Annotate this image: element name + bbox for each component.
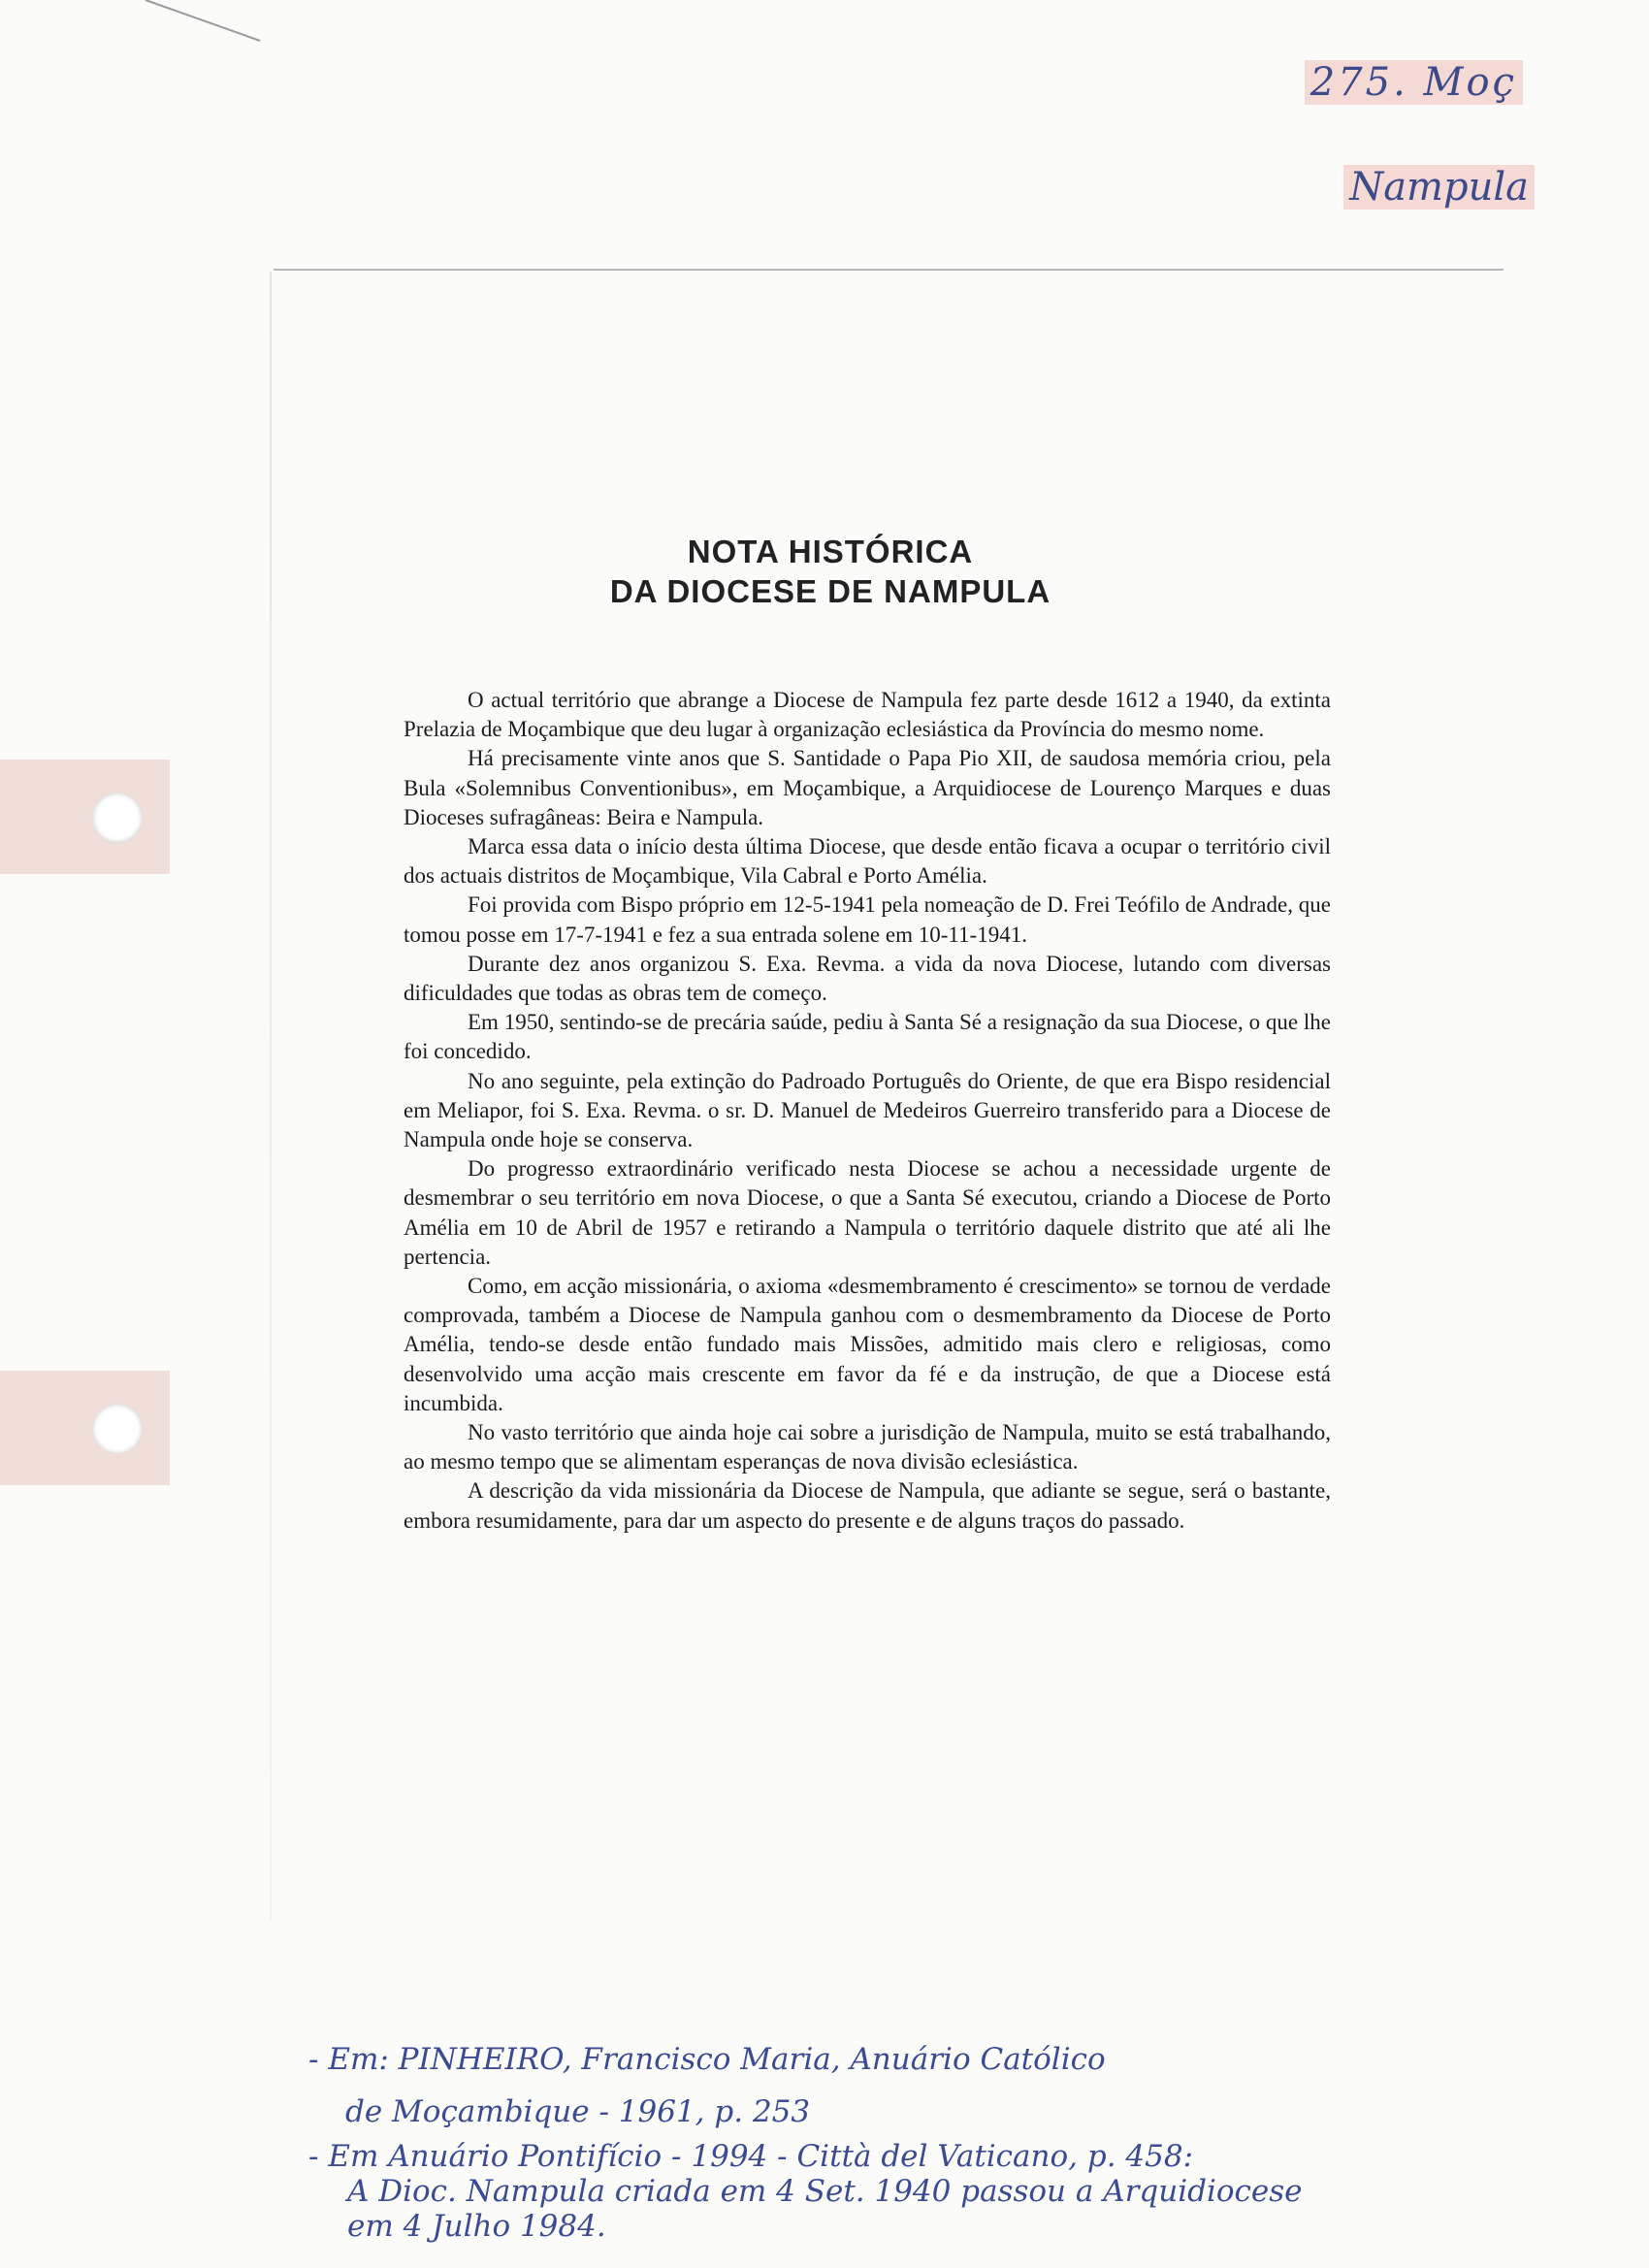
article-body (404, 686, 1331, 1536)
paragraph: Em 1950, sentindo-se de precária saúde, pediu à Santa Sé a resignação da sua Diocese, o que lhe foi concedido. (404, 1010, 1331, 1064)
paragraph: Há precisamente vinte anos que S. Santidade o Papa Pio XII, de saudosa memória criou, pela Bula «Solemnibus Conventionibus», em Moçambique, a Arquidiocese de Lourenço Marques e duas Dioceses sufragâneas: Beira e Nampula. (404, 746, 1331, 829)
handwritten-note-line: - Em: PINHEIRO, Francisco Maria, Anuário Católico (308, 2042, 1106, 2077)
paragraph: Marca essa data o início desta última Diocese, que desde então ficava a ocupar o território civil dos actuais distritos de Moçambique, Vila Cabral e Porto Amélia. (404, 834, 1331, 889)
punch-hole-lower (0, 1371, 170, 1485)
paragraph: Como, em acção missionária, o axioma «desmembramento é crescimento» se tornou de verdade comprovada, também a Diocese de Nampula ganhou com o desmembramento da Diocese de Porto Amélia, tendo-se desde então fundado mais Missões, admitido mais clero e religiosas, como desenvolvido uma acção mais crescente em favor da fé e da instrução, de que a Diocese está incumbida. (404, 1274, 1331, 1415)
handwritten-note-line: A Dioc. Nampula criada em 4 Set. 1940 passou a Arquidiocese (347, 2174, 1303, 2209)
handwritten-note-line: - Em Anuário Pontifício - 1994 - Città del Vaticano, p. 458: (308, 2139, 1194, 2174)
pasted-clipping-left-edge (270, 272, 272, 1921)
paragraph: Do progresso extraordinário verificado nesta Diocese se achou a necessidade urgente de desmembrar o seu território em nova Diocese, o que a Santa Sé executou, criando a Diocese de Porto Amélia em 10 de Abril de 1957 e retirando a Nampula o território daquele distrito que até ali lhe pertencia. (404, 1156, 1331, 1269)
title-line-2: DA DIOCESE DE NAMPULA (609, 573, 1051, 609)
paragraph: No vasto território que ainda hoje cai sobre a jurisdição de Nampula, muito se está trabalhando, ao mesmo tempo que se alimentam esperanças de nova divisão eclesiástica. (404, 1420, 1331, 1474)
hole-circle (92, 1404, 143, 1454)
paragraph: Foi provida com Bispo próprio em 12-5-1941 pela nomeação de D. Frei Teófilo de Andrade, que tomou posse em 17-7-1941 e fez a sua entrada solene em 10-11-1941. (404, 892, 1331, 947)
paragraph: O actual território que abrange a Diocese de Nampula fez parte desde 1612 a 1940, da extinta Prelazia de Moçambique que deu lugar à organização eclesiástica da Província do mesmo nome. (404, 688, 1331, 742)
paragraph: A descrição da vida missionária da Diocese de Nampula, que adiante se segue, será o bastante, embora resumidamente, para dar um aspecto do presente e de alguns traços do passado. (404, 1478, 1331, 1533)
document-title (543, 532, 1117, 611)
title-line-1: NOTA HISTÓRICA (687, 534, 974, 569)
handwritten-reference-number: 275. Moç (1305, 60, 1523, 105)
handwritten-place-name: Nampula (1343, 165, 1535, 210)
paragraph: No ano seguinte, pela extinção do Padroado Português do Oriente, de que era Bispo residencial em Meliapor, foi S. Exa. Revma. o sr. D. Manuel de Medeiros Guerreiro transferido para a Diocese de Nampula onde hoje se conserva. (404, 1068, 1331, 1152)
pasted-clipping-top-edge (274, 269, 1504, 271)
corner-fold-mark (0, 0, 272, 58)
handwritten-note-line: de Moçambique - 1961, p. 253 (345, 2094, 811, 2129)
punch-hole-upper (0, 760, 170, 874)
hole-circle (92, 793, 143, 843)
paragraph: Durante dez anos organizou S. Exa. Revma. a vida da nova Diocese, lutando com diversas dificuldades que todas as obras tem de começo. (404, 951, 1331, 1006)
handwritten-source-notes (308, 2042, 1303, 2244)
handwritten-note-line: em 4 Julho 1984. (347, 2209, 606, 2244)
